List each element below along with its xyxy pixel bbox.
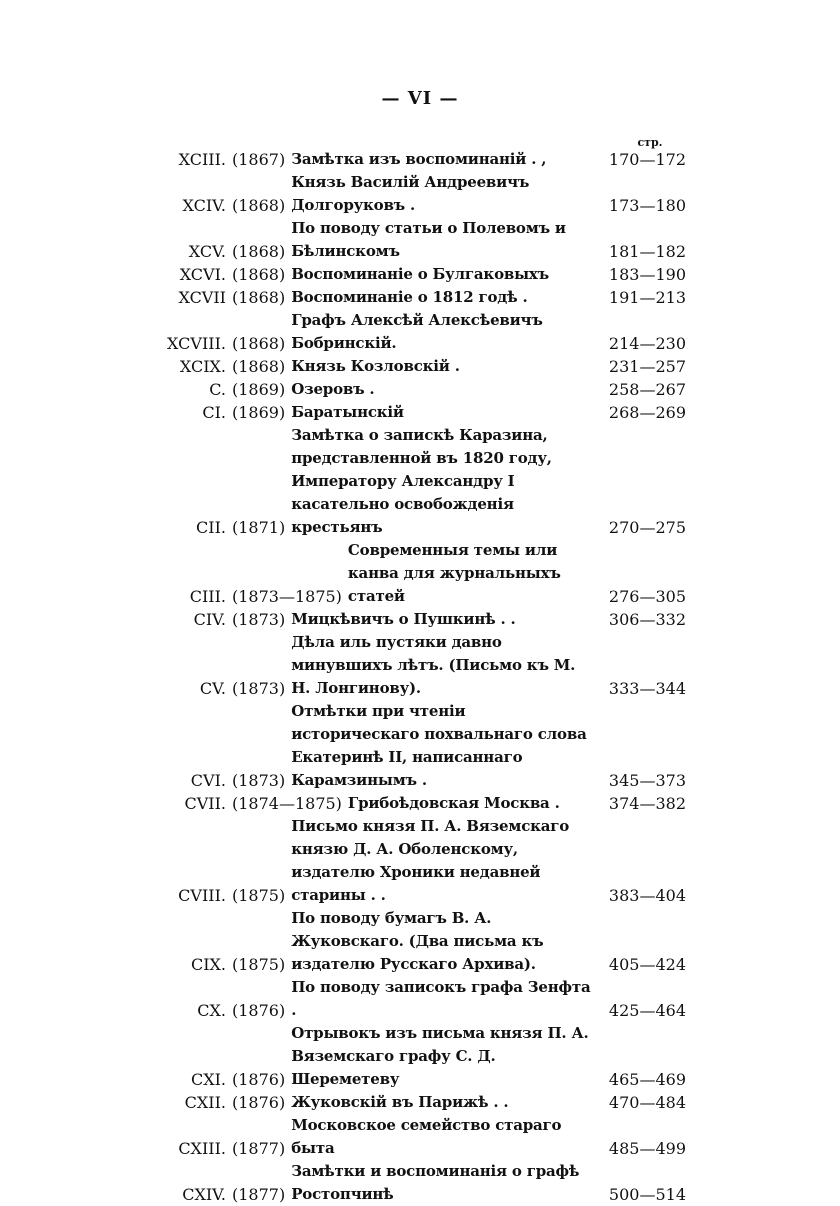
- entry-pages: 306—332: [608, 610, 686, 629]
- entry-pages: 183—190: [608, 265, 686, 284]
- entry-year: (1877): [232, 1185, 286, 1204]
- entry-pages: 276—305: [608, 587, 686, 606]
- entry-year: (1875): [232, 955, 286, 974]
- entry-title: Московское семейство стараго быта: [291, 1116, 562, 1157]
- toc-entry: [0, 608, 840, 631]
- entry-year: (1876): [232, 1093, 286, 1112]
- toc-entry: [0, 539, 840, 608]
- entry-pages: 170—172: [608, 150, 686, 169]
- entry-title: Мицкѣвичъ о Пушкинѣ . .: [291, 610, 516, 628]
- toc-entry: [0, 286, 840, 309]
- entry-year: (1869): [232, 403, 286, 422]
- entry-number: CIX.: [190, 955, 226, 974]
- entry-title: По поводу записокъ графа Зенфта .: [291, 978, 591, 1019]
- entry-title: По поводу статьи о Полевомъ и Бѣлинскомъ: [291, 219, 566, 260]
- entry-year: (1873): [232, 679, 286, 698]
- entry-title: Баратынскій: [291, 403, 404, 421]
- entry-pages: 231—257: [608, 357, 686, 376]
- entry-number: XCIX.: [179, 357, 226, 376]
- entry-number: XCIV.: [182, 196, 226, 215]
- entry-pages: 173—180: [608, 196, 686, 215]
- entry-pages: 268—269: [608, 403, 686, 422]
- entry-title: Современныя темы или канва для журнальныхъ статей: [347, 541, 561, 605]
- entry-pages: 500—514: [608, 1185, 686, 1204]
- entry-year: (1868): [232, 196, 286, 215]
- toc-entry: [0, 217, 840, 263]
- entry-number: XCVI.: [179, 265, 226, 284]
- entry-number: CXIV.: [182, 1185, 226, 1204]
- entry-year: (1876): [232, 1070, 286, 1089]
- entry-pages: 191—213: [608, 288, 686, 307]
- page-header: — VI —: [381, 88, 459, 109]
- entry-year: (1868): [232, 242, 286, 261]
- toc-entry: [0, 907, 840, 976]
- entry-title: Замѣтки и воспоминанія о графѣ Ростопчинѣ: [291, 1162, 580, 1203]
- entry-pages: 425—464: [608, 1001, 686, 1020]
- entry-number: CXI.: [190, 1070, 226, 1089]
- entry-title: Замѣтка изъ воспоминаній . ,: [291, 150, 547, 168]
- entry-title: Графъ Алексѣй Алексѣевичъ Бобринскій.: [291, 311, 543, 352]
- entry-title: Воспоминаніе о Булгаковыхъ: [291, 265, 549, 283]
- entry-year: (1868): [232, 265, 286, 284]
- toc-entry: [0, 378, 840, 401]
- entry-number: C.: [209, 380, 226, 399]
- entry-year: (1874—1875): [232, 794, 342, 813]
- entry-number: CIII.: [189, 587, 226, 606]
- entry-year: (1869): [232, 380, 286, 399]
- toc-entry: [0, 1022, 840, 1091]
- entry-number: CI.: [202, 403, 226, 422]
- toc-entry: [0, 815, 840, 907]
- entry-pages: 470—484: [608, 1093, 686, 1112]
- entry-number: CVIII.: [178, 886, 226, 905]
- entry-title: Жуковскій въ Парижѣ . .: [291, 1093, 509, 1111]
- entry-number: XCVIII.: [167, 334, 226, 353]
- entry-pages: 270—275: [608, 518, 686, 537]
- entry-title: Дѣла иль пустяки давно минувшихъ лѣтъ. (Письмо къ М. Н. Лонгинову).: [291, 633, 576, 697]
- entry-year: (1876): [232, 1001, 286, 1020]
- entry-title: Грибоѣдовская Москва .: [347, 794, 560, 812]
- entry-year: (1875): [232, 886, 286, 905]
- entry-title: Озеровъ .: [291, 380, 375, 398]
- entry-year: (1873): [232, 610, 286, 629]
- toc-entry: [0, 148, 840, 171]
- table-of-contents: [0, 148, 840, 1206]
- toc-entry: [0, 1160, 840, 1206]
- toc-entry: [0, 355, 840, 378]
- entry-title: Князь Козловскій .: [291, 357, 460, 375]
- entry-number: XCV.: [188, 242, 226, 261]
- entry-pages: 405—424: [608, 955, 686, 974]
- entry-title: Воспоминаніе о 1812 годѣ .: [291, 288, 528, 306]
- entry-number: CXIII.: [178, 1139, 226, 1158]
- entry-pages: 258—267: [608, 380, 686, 399]
- entry-number: CX.: [197, 1001, 226, 1020]
- entry-pages: 181—182: [608, 242, 686, 261]
- entry-number: CII.: [196, 518, 226, 537]
- pages-column-label: стр.: [637, 136, 663, 149]
- toc-entry: [0, 171, 840, 217]
- toc-entry: [0, 976, 840, 1022]
- entry-pages: 383—404: [608, 886, 686, 905]
- toc-entry: [0, 263, 840, 286]
- entry-pages: 214—230: [608, 334, 686, 353]
- entry-title: Отмѣтки при чтеніи историческаго похвальнаго слова Екатеринѣ II, написаннаго Карамзинымъ .: [291, 702, 587, 789]
- entry-title: Князь Василій Андреевичъ Долгоруковъ .: [291, 173, 530, 214]
- entry-year: (1868): [232, 288, 286, 307]
- entry-year: (1871): [232, 518, 286, 537]
- entry-year: (1877): [232, 1139, 286, 1158]
- entry-year: (1868): [232, 334, 286, 353]
- entry-title: Отрывокъ изъ письма князя П. А. Вяземскаго графу С. Д. Шереметеву: [291, 1024, 589, 1088]
- entry-pages: 345—373: [608, 771, 686, 790]
- toc-entry: [0, 309, 840, 355]
- entry-number: CV.: [199, 679, 226, 698]
- entry-title: По поводу бумагъ В. А. Жуковскаго. (Два письма къ издателю Русскаго Архива).: [291, 909, 544, 973]
- toc-entry: [0, 700, 840, 792]
- toc-entry: [0, 792, 840, 815]
- entry-year: (1867): [232, 150, 286, 169]
- toc-entry: [0, 424, 840, 539]
- entry-pages: 333—344: [608, 679, 686, 698]
- entry-number: CVI.: [190, 771, 226, 790]
- entry-number: XCIII.: [178, 150, 226, 169]
- entry-number: CIV.: [193, 610, 226, 629]
- toc-entry: [0, 1091, 840, 1114]
- entry-pages: 485—499: [608, 1139, 686, 1158]
- entry-year: (1868): [232, 357, 286, 376]
- entry-title: Письмо князя П. А. Вяземскаго князю Д. А. Оболенскому, издателю Хроники недавней старины . .: [291, 817, 570, 904]
- toc-entry: [0, 401, 840, 424]
- entry-title: Замѣтка о запискѣ Каразина, представленной въ 1820 году, Императору Александру I касательно освобожденія крестьянъ: [291, 426, 552, 536]
- toc-entry: [0, 1114, 840, 1160]
- entry-pages: 465—469: [608, 1070, 686, 1089]
- entry-year: (1873): [232, 771, 286, 790]
- entry-number: CXII.: [184, 1093, 226, 1112]
- entry-number: XCVII: [178, 288, 226, 307]
- entry-number: CVII.: [184, 794, 226, 813]
- entry-pages: 374—382: [608, 794, 686, 813]
- toc-entry: [0, 631, 840, 700]
- entry-year: (1873—1875): [232, 587, 342, 606]
